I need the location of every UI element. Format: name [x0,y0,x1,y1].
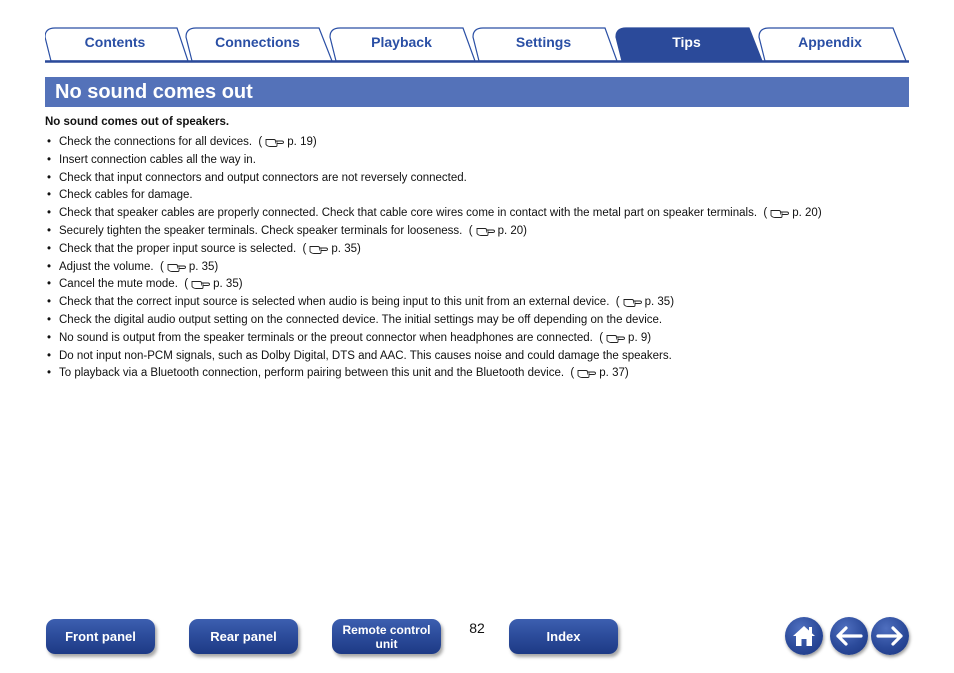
bullet: • [47,296,52,309]
tab-contents[interactable]: Contents [84,34,146,50]
list-item [45,241,915,259]
page-reference-link[interactable]: ( p. 37) [564,367,629,380]
content-area [45,114,915,383]
index-button[interactable] [509,619,618,654]
item-text: Check the connections for all devices. [59,136,253,148]
bullet: • [47,136,52,148]
bullet: • [47,171,52,184]
page-title: No sound comes out [55,81,253,103]
list-item [45,294,915,312]
item-text: Check that input connectors and output connectors are not reversely connected. [59,171,467,184]
item-text: Insert connection cables all the way in. [59,153,256,166]
tab-tips[interactable]: Tips [672,34,701,50]
bullet: • [47,242,52,255]
item-text: Check cables for damage. [59,189,193,202]
page-reference-link[interactable]: ( p. 35) [177,278,243,291]
page-number: 82 [469,620,485,636]
back-button[interactable] [830,617,868,655]
forward-button[interactable] [871,617,909,655]
home-icon [791,624,817,648]
item-text: Check that speaker cables are properly connected. Check that cable core wires come in contact with the metal part on speaker terminals. [59,207,758,220]
page-reference-link[interactable]: ( p. 35) [609,296,675,309]
pointing-hand-icon [167,261,187,272]
troubleshooting-list [45,134,915,383]
item-text: Check that the proper input source is selected. [59,242,297,255]
front-panel-label: Front panel [65,629,136,644]
bullet: • [47,260,52,273]
list-item [45,276,915,294]
bullet: • [47,367,52,380]
page-reference-text: p. 35 [188,260,215,273]
home-button[interactable] [785,617,823,655]
page-reference-link[interactable]: ( p. 20) [462,224,527,237]
rear-panel-label: Rear panel [210,629,277,644]
pointing-hand-icon [191,278,211,289]
bullet: • [47,278,52,291]
bullet: • [47,349,52,362]
pointing-hand-icon [770,207,790,218]
page-reference-link[interactable]: ( p. 9) [592,331,652,344]
list-item [45,365,915,383]
page-reference-text: p. 35 [644,296,671,309]
list-item [45,205,915,223]
remote-control-label-line1: Remote control [342,622,431,637]
page-reference-link[interactable]: ( p. 19) [252,136,317,148]
pointing-hand-icon [623,296,643,307]
page-reference-text: p. 35 [213,278,239,291]
page-reference-text: p. 19 [287,136,313,148]
bullet: • [47,313,52,326]
item-text: Adjust the volume. [59,260,154,273]
item-text: Check the digital audio output setting on the connected device. The initial settings may be off depending on the device. [59,313,663,326]
item-text: No sound is output from the speaker terminals or the preout connector when headphones are connected. [59,331,593,344]
page-reference-link[interactable]: ( p. 35) [296,242,361,255]
rear-panel-button[interactable] [189,619,298,654]
remote-control-label-line2: unit [375,636,398,651]
pointing-hand-icon [309,243,329,254]
section-subheading: No sound comes out of speakers. [45,116,230,128]
bullet: • [47,207,52,220]
item-text: Do not input non-PCM signals, such as Dolby Digital, DTS and AAC. This causes noise and could damage the speakers. [59,349,672,362]
tab-connections[interactable]: Connections [215,34,300,50]
bullet: • [47,153,52,166]
page-reference-text: p. 35 [331,242,357,255]
tab-playback[interactable]: Playback [371,34,432,50]
title-bar [45,77,909,107]
index-label: Index [546,629,581,644]
pointing-hand-icon [265,136,285,147]
bullet: • [47,224,52,237]
arrow-right-icon [876,626,904,646]
item-text: Securely tighten the speaker terminals. Check speaker terminals for looseness. [59,224,463,237]
bullet: • [47,189,52,202]
page-reference-text: p. 20 [497,224,524,237]
page-reference-link[interactable]: ( p. 20) [757,207,822,220]
page-reference-text: p. 20 [792,207,818,220]
tab-appendix[interactable]: Appendix [798,34,862,50]
list-item [45,152,915,170]
bullet: • [47,331,52,344]
list-item [45,187,915,205]
list-item [45,312,915,330]
tab-bar [45,27,909,63]
remote-control-unit-button[interactable] [332,619,441,654]
list-item [45,348,915,366]
item-text: Cancel the mute mode. [59,278,178,291]
pointing-hand-icon [476,225,496,236]
page-reference-link[interactable]: ( p. 35) [153,260,219,273]
front-panel-button[interactable] [46,619,155,654]
list-item [45,330,915,348]
item-text: To playback via a Bluetooth connection, perform pairing between this unit and the Bluetooth device. [59,367,565,380]
pointing-hand-icon [606,332,626,343]
list-item [45,223,915,241]
item-text: Check that the correct input source is selected when audio is being input to this unit from an external device. [59,296,610,309]
list-item [45,170,915,188]
tab-settings[interactable]: Settings [515,34,572,50]
page-reference-text: p. 9 [628,331,648,344]
list-item [45,259,915,277]
pointing-hand-icon [577,367,597,378]
list-item [45,134,915,152]
arrow-left-icon [835,626,863,646]
page-reference-text: p. 37 [599,367,625,380]
